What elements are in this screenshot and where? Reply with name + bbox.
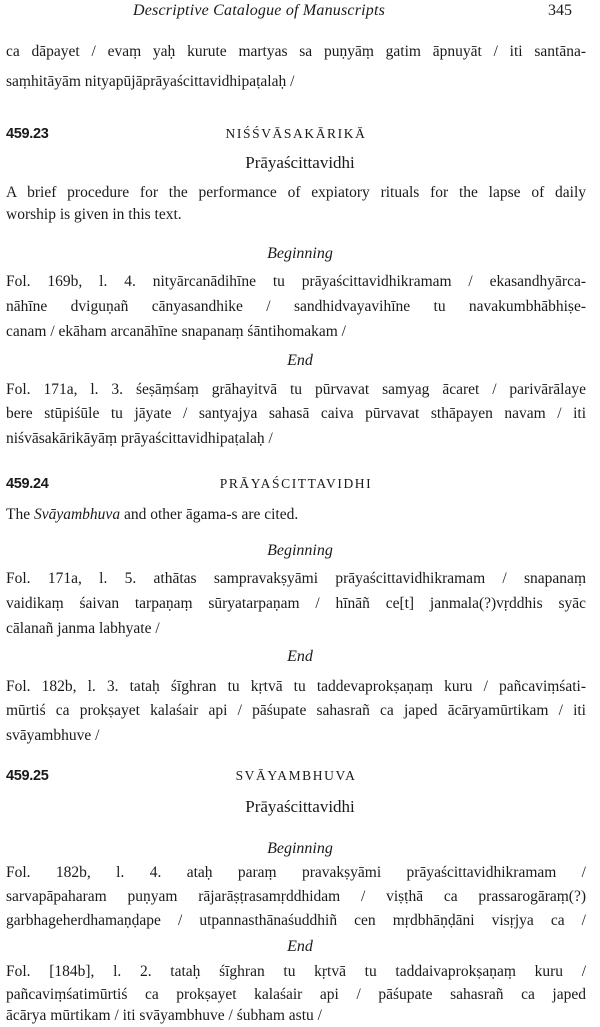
entry-heading (6, 126, 586, 146)
entry-heading (6, 476, 586, 496)
entry-title: NIŚŚVĀSAKĀRIKĀ (225, 126, 367, 141)
page-number: 345 (548, 2, 572, 19)
entry-number: 459.23 (6, 126, 49, 142)
end-line-2: mūrtiś ca prokṣayet kalaśair api / pāśupate sahasrañ ca japed ācāryamūrtikam / iti (6, 702, 586, 719)
end-line-1: Fol. 171a, l. 3. śeṣāṃśaṃ grāhayitvā tu pūrvavat samyag ācaret / parivārālaye (6, 381, 586, 398)
page-header (0, 2, 600, 24)
end-line-1: Fol. [184b], l. 2. tataḥ śīghran tu kṛtvā tu taddaivaprokṣaṇaṃ kuru / (6, 963, 586, 980)
end-label: End (287, 352, 313, 369)
beginning-line-1: Fol. 169b, l. 4. nityārcanādihīne tu prāyaścittavidhikramam / ekasandhyārca- (6, 273, 586, 290)
entry-number: 459.24 (6, 476, 49, 492)
beginning-line-3: cālanañ janma labhyate / (6, 620, 160, 637)
beginning-line-1: Fol. 171a, l. 5. athātas sampravakṣyāmi prāyaścittavidhikramam / snapanaṃ (6, 570, 586, 587)
description-suffix: and other āgama-s are cited. (120, 506, 299, 523)
beginning-label: Beginning (267, 542, 333, 559)
entry-heading (6, 768, 586, 788)
intro-line-1: ca dāpayet / evaṃ yaḥ kurute martyas sa puṇyāṃ gatim āpnuyāt / iti santāna- (6, 43, 586, 60)
beginning-line-2: vaidikaṃ śaivan tarpaṇaṃ sūryatarpaṇam / hīnāñ ce[t] janmala(?)vṛddhis syāc (6, 595, 586, 612)
end-line-2: pañcaviṃśatimūrtiś ca prokṣayet kalaśair api / pāśupate sahasrañ ca japed (6, 986, 586, 1003)
end-line-2: bere stūpiśūle tu jāyate / santyajya sahasā caiva pūrvavat sthāpayen navam / iti (6, 405, 586, 422)
beginning-line-2: nāhīne dviguṇañ cānyasandhike / sandhidvayavihīne tu navakumbhābhiṣe- (6, 298, 586, 315)
beginning-line-2: sarvapāpaharam puṇyam rājarāṣṭrasamṛddhidam / viṣṭhā ca prassarogāraṃ(?) (6, 888, 586, 905)
entry-description-line-2: worship is given in this text. (6, 206, 182, 223)
end-line-3: ācārya mūrtikam / iti svāyambhuve / śubham astu / (6, 1007, 322, 1024)
running-title: Descriptive Catalogue of Manuscripts (133, 2, 386, 19)
beginning-label: Beginning (267, 245, 333, 262)
entry-description-line-1: A brief procedure for the performance of expiatory rituals for the lapse of daily (6, 184, 586, 201)
beginning-line-1: Fol. 182b, l. 4. ataḥ paraṃ pravakṣyāmi prāyaścittavidhikramam / (6, 864, 586, 881)
end-line-1: Fol. 182b, l. 3. tataḥ śīghran tu kṛtvā tu taddevaprokṣaṇaṃ kuru / pañcaviṃśati- (6, 678, 586, 695)
end-line-3: svāyambhuve / (6, 727, 100, 744)
entry-title: SVĀYAMBHUVA (235, 768, 357, 783)
end-label: End (287, 938, 313, 955)
entry-number: 459.25 (6, 768, 49, 784)
entry-description (6, 505, 586, 525)
beginning-line-3: garbhageherdhamaṇḍape / utpannasthānaśuddhiñ cen mṛdbhāṇḍāni visṛjya ca / (6, 912, 586, 929)
beginning-label: Beginning (267, 840, 333, 857)
end-label: End (287, 648, 313, 665)
cited-text-title: Svāyambhuva (33, 506, 121, 523)
beginning-line-3: canam / ekāham arcanāhīne snapanaṃ śāntihomakam / (6, 323, 346, 340)
end-line-3: niśvāsakārikāyāṃ prāyaścittavidhipaṭalaḥ / (6, 430, 273, 447)
description-prefix: The (6, 506, 34, 523)
entry-subject: Prāyaścittavidhi (245, 153, 355, 172)
intro-line-2: saṃhitāyām nityapūjāprāyaścittavidhipaṭalaḥ / (6, 73, 295, 90)
entry-title: PRĀYAŚCITTAVIDHI (219, 476, 373, 491)
entry-subject: Prāyaścittavidhi (245, 797, 355, 816)
